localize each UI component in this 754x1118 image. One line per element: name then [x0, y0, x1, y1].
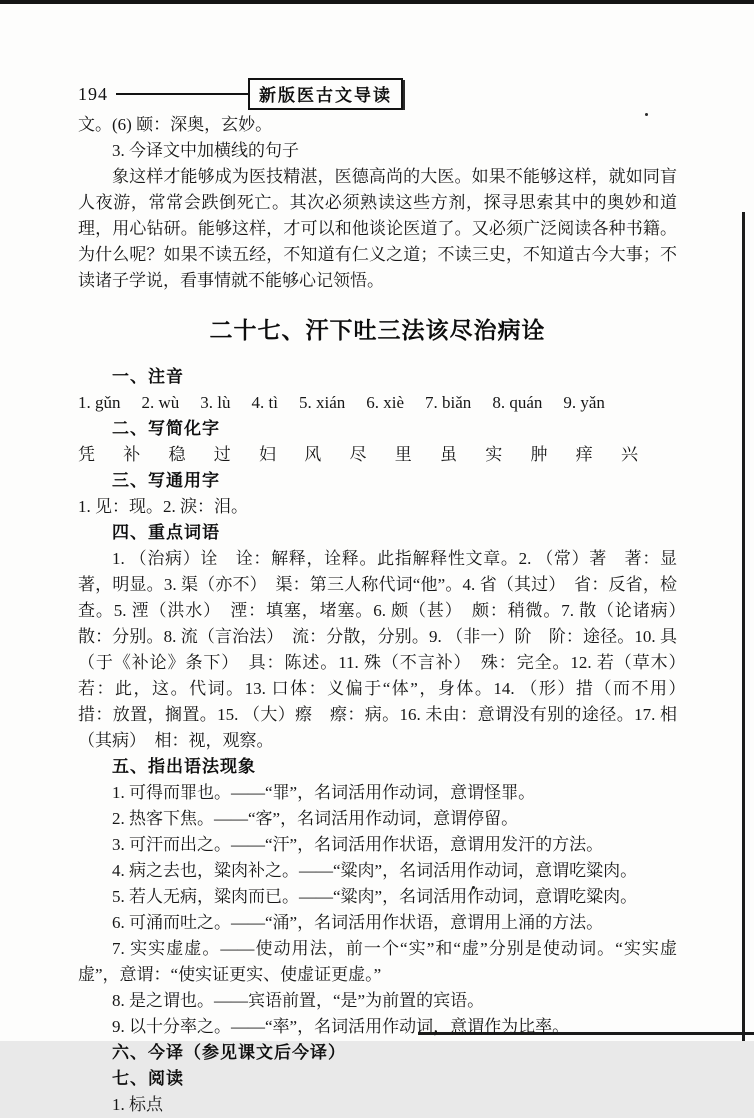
hanzi-item: 补 [123, 445, 141, 464]
tongyongzi-answer: 1. 见：现。2. 淚：泪。 [78, 497, 248, 516]
scan-edge-right [742, 212, 745, 1041]
chapter-title: 二十七、汗下吐三法该尽治病诠 [209, 317, 546, 343]
section-heading-jinyi: 六、今译（参见课文后今译） [112, 1043, 346, 1062]
pinyin-item: 6. xiè [366, 393, 405, 412]
hanzi-item: 兴 [621, 445, 638, 464]
page-number: 194 [78, 83, 108, 104]
book-title: 新版医古文导读 [248, 78, 403, 110]
hanzi-item: 妇 [259, 445, 276, 464]
pinyin-item: 2. wù [141, 393, 180, 412]
section-heading-zhuyin: 一、注音 [112, 367, 184, 386]
pinyin-item: 8. quán [492, 393, 543, 412]
hanzi-item: 风 [304, 445, 322, 464]
pinyin-item: 9. yǎn [563, 393, 605, 412]
section-heading-jianhuazi: 二、写简化字 [112, 419, 220, 438]
pinyin-item: 3. lù [200, 393, 231, 412]
hanzi-item: 痒 [575, 445, 593, 464]
hanzi-item: 实 [485, 445, 503, 464]
yuedu-sub-item: 1. 标点 [112, 1095, 163, 1114]
running-head [78, 78, 678, 110]
page-body [78, 112, 694, 1118]
grammar-item: 6. 可涌而吐之。——“涌”，名词活用作状语，意谓用上涌的方法。 [112, 913, 604, 932]
section-heading-yuedu: 七、阅读 [112, 1069, 184, 1088]
grammar-item: 1. 可得而罪也。——“罪”，名词活用作动词，意谓怪罪。 [112, 783, 536, 802]
pinyin-item: 4. tì [251, 393, 278, 412]
grammar-item: 5. 若人无病，粱肉而已。——“粱肉”，名词活用作动词，意谓吃粱肉。 [112, 887, 638, 906]
grammar-item: 3. 可汗而出之。——“汗”，名词活用作状语，意谓用发汗的方法。 [112, 835, 604, 854]
pinyin-item: 5. xián [298, 393, 346, 412]
running-head-rule [116, 93, 248, 95]
hanzi-item: 过 [213, 445, 231, 464]
section-heading-tongyongzi: 三、写通用字 [112, 471, 220, 490]
translation-paragraph: 象这样才能够成为医技精湛，医德高尚的大医。如果不能够这样，就如同盲人夜游，常常会跌倒死亡。其次必须熟读这些方剂，探寻思索其中的奥妙和道理，用心钻研。能够这样，才可以和他谈论医道了。又必须广泛阅读各种书籍。为什么呢？如果不读五经，不知道有仁义之道；不读三史，不知道古今大事；不读诸子学说，看事情就不能够心记领悟。 [78, 167, 677, 290]
vocabulary-answers: 1. （治病）诠 诠：解释，诠释。此指解释性文章。2. （常）著 著：显著，明显。3. 渠（亦不） 渠：第三人称代词“他”。4. 省（其过） 省：反省，检查。5. 湮（洪水） 湮：填塞，堵塞。6. 颇（甚） 颇：稍微。7. 散（论诸病） 散：分别。8. 流（言治法） 流：分散，分别。9. （非一）阶 阶：途径。10. 具（于《补论》条下） 具：陈述。11. 殊（不言补） 殊：完全。12. 若（草木） 若：此，这。代词。13. 口体：义偏于“体”，身体。14. （形）措（而不用） 措：放置，搁置。15. （大）瘵 瘵：病。16. 未由：意谓没有别的途径。17. 相（其病） 相：视，观察。 [78, 549, 694, 750]
grammar-item: 2. 热客下焦。——“客”，名词活用作动词，意谓停留。 [112, 809, 519, 828]
pinyin-item: 7. biǎn [425, 393, 472, 412]
section-heading-yufa: 五、指出语法现象 [112, 757, 256, 776]
section-heading-zhongdian-ciyu: 四、重点词语 [112, 523, 220, 542]
pinyin-answers [78, 390, 677, 416]
hanzi-item: 里 [394, 445, 412, 464]
grammar-item: 8. 是之谓也。——宾语前置，“是”为前置的宾语。 [112, 991, 485, 1010]
scan-edge-top [0, 0, 754, 4]
pinyin-item: 1. gǔn [78, 393, 121, 412]
grammar-item: 4. 病之去也，粱肉补之。——“粱肉”，名词活用作动词，意谓吃粱肉。 [112, 861, 638, 880]
hanzi-item: 肿 [530, 445, 548, 464]
lead-subheading: 3. 今译文中加横线的句子 [112, 141, 299, 160]
hanzi-item: 稳 [168, 445, 186, 464]
simplified-character-answers [78, 442, 638, 468]
grammar-item: 9. 以十分率之。——“率”，名词活用作动词，意谓作为比率。 [112, 1017, 570, 1036]
hanzi-item: 虽 [440, 445, 457, 464]
carryover-line: 文。(6) 颐：深奥，玄妙。 [78, 115, 273, 134]
grammar-item: 7. 实实虚虚。——使动用法，前一个“实”和“虚”分别是使动词。“实实虚虚”，意谓：“使实证更实、使虚证更虚。” [78, 939, 677, 984]
hanzi-item: 尽 [349, 445, 367, 464]
hanzi-item: 凭 [78, 445, 95, 464]
